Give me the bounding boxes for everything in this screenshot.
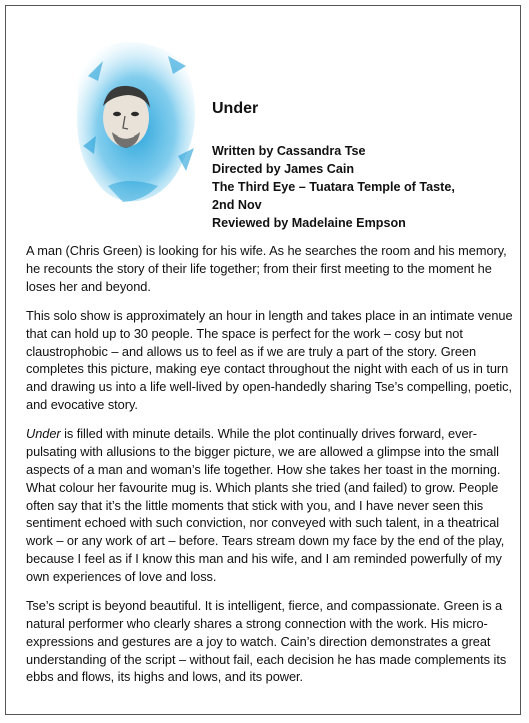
paragraph (26, 425, 520, 585)
paragraph: This solo show is approximately an hour in length and takes place in an intimate venue that can hold up to 30 people. The space is perfect for the work – cosy but not claustrophobic – and allows us to feel as if we are truly a part of the story. Green completes this picture, making eye contact throughout the night with each of us in turn and drawing us into a life well-lived by open-handedly sharing Tse’s compelling, poetic, and evocative story. (26, 307, 513, 412)
review-frame (5, 5, 521, 715)
paragraph: Tse’s script is beyond beautiful. It is intelligent, fierce, and compassionate. Green is a natural performer who clearly shares a strong connection with the work. His micro-expressions and gestures are a joy to watch. Cain’s direction demonstrates a great understanding of the script – without fail, each decision he has made complements its ebbs and flows, its highs and lows, and its power. (26, 598, 507, 685)
paragraph-text: is filled with minute details. While the plot continually drives forward, ever-pulsating with allusions to the bigger picture, we are allowed a glimpse into the small aspects of a man and woman’s life together. How she takes her toast in the morning. What colour her favourite mug is. Which plants she tried (and failed) to grow. People often say that it’s the little moments that stick with you, and I have never seen this sentiment echoed with such conviction, nor conveyed with such talent, in a theatrical work – or any work of art – before. Tears stream down my face by the end of the play, because I feel as if I know this man and his wife, and I am reminded powerfully of my own experiences of love and loss. (26, 426, 505, 584)
review-title: Under (212, 100, 259, 117)
reviewer-credit: Reviewed by Madelaine Empson (212, 216, 406, 230)
director-credit: Directed by James Cain (212, 162, 355, 176)
performer-watercolor-portrait (68, 36, 200, 206)
writer-credit: Written by Cassandra Tse (212, 144, 366, 158)
credits-block (212, 142, 512, 232)
date-credit: 2nd Nov (212, 198, 262, 212)
venue-credit: The Third Eye – Tuatara Temple of Taste, (212, 180, 455, 194)
review-body (26, 242, 520, 698)
paragraph: A man (Chris Green) is looking for his wife. As he searches the room and his memory, he recounts the story of their life together; from their first meeting to the moment he loses her and beyond. (26, 243, 507, 294)
play-title-italic: Under (26, 426, 61, 442)
